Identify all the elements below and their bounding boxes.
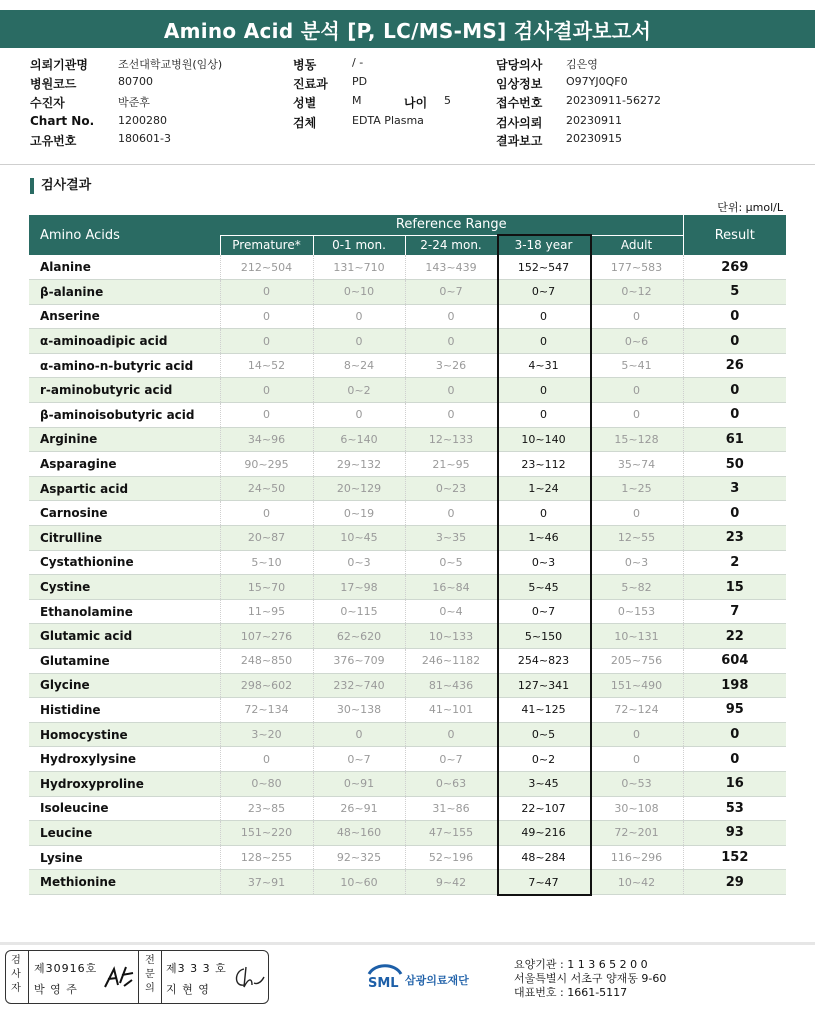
table-row xyxy=(29,452,786,477)
logo-text: 삼광의료재단 xyxy=(405,974,469,987)
ref-2-24-mon: 143~439 xyxy=(405,255,497,280)
ref-premature: 24~50 xyxy=(220,476,313,501)
result-value: 95 xyxy=(683,698,786,723)
table-row xyxy=(29,526,786,551)
ref-3-18-year: 0~3 xyxy=(497,550,590,575)
ref-premature: 37~91 xyxy=(220,870,313,895)
amino-acid-name: Aspartic acid xyxy=(29,476,220,501)
ref-2-24-mon: 41~101 xyxy=(405,698,497,723)
amino-acid-name: Citrulline xyxy=(29,526,220,551)
ref-premature: 3~20 xyxy=(220,722,313,747)
ref-2-24-mon: 0~7 xyxy=(405,747,497,772)
ref-0-1-mon: 0~91 xyxy=(313,771,405,796)
ref-2-24-mon: 0 xyxy=(405,329,497,354)
ref-adult: 10~131 xyxy=(590,624,683,649)
table-row xyxy=(29,550,786,575)
ref-2-24-mon: 0 xyxy=(405,378,497,403)
specialist-vertical-text: 전문의 xyxy=(145,955,155,994)
ref-premature: 0 xyxy=(220,378,313,403)
col-header-adult: Adult xyxy=(590,235,683,255)
ref-3-18-year: 3~45 xyxy=(497,771,590,796)
ref-3-18-year: 0~7 xyxy=(497,280,590,305)
col-header-premature: Premature* xyxy=(220,235,313,255)
amino-acid-name: Glutamine xyxy=(29,649,220,674)
report-date-label: 결과보고 xyxy=(496,134,543,148)
unit-label: 단위: μmol/L xyxy=(717,201,783,214)
table-row xyxy=(29,673,786,698)
result-value: 269 xyxy=(683,255,786,280)
request-label: 검사의뢰 xyxy=(496,116,543,130)
table-row xyxy=(29,304,786,329)
contact-line: 대표번호 : 1661-5117 xyxy=(514,986,628,999)
contact-info xyxy=(514,958,666,1000)
ref-premature: 72~134 xyxy=(220,698,313,723)
ref-2-24-mon: 0 xyxy=(405,501,497,526)
col-header-result: Result xyxy=(683,215,786,255)
amino-acid-name: Lysine xyxy=(29,845,220,870)
ref-0-1-mon: 232~740 xyxy=(313,673,405,698)
amino-acid-name: Glycine xyxy=(29,673,220,698)
ref-3-18-year: 0 xyxy=(497,329,590,354)
ref-2-24-mon: 31~86 xyxy=(405,796,497,821)
table-row xyxy=(29,280,786,305)
table-row xyxy=(29,378,786,403)
ref-adult: 0~153 xyxy=(590,599,683,624)
amino-acid-name: Methionine xyxy=(29,870,220,895)
signature-divider xyxy=(161,951,162,1003)
ref-2-24-mon: 47~155 xyxy=(405,821,497,846)
examiner-vertical-label xyxy=(9,954,23,996)
result-value: 0 xyxy=(683,747,786,772)
result-value: 50 xyxy=(683,452,786,477)
ref-2-24-mon: 246~1182 xyxy=(405,649,497,674)
amino-acid-name: Homocystine xyxy=(29,722,220,747)
ref-3-18-year: 0~7 xyxy=(497,599,590,624)
ref-premature: 0 xyxy=(220,280,313,305)
ref-2-24-mon: 0~5 xyxy=(405,550,497,575)
ref-2-24-mon: 3~35 xyxy=(405,526,497,551)
ref-adult: 5~41 xyxy=(590,353,683,378)
ref-2-24-mon: 0~63 xyxy=(405,771,497,796)
ref-2-24-mon: 0~23 xyxy=(405,476,497,501)
patient-label: 수진자 xyxy=(30,96,65,110)
ref-2-24-mon: 0 xyxy=(405,304,497,329)
result-value: 5 xyxy=(683,280,786,305)
ref-premature: 11~95 xyxy=(220,599,313,624)
result-value: 3 xyxy=(683,476,786,501)
result-value: 0 xyxy=(683,329,786,354)
sml-logo-icon xyxy=(365,960,405,996)
amino-acid-name: Hydroxylysine xyxy=(29,747,220,772)
ref-premature: 0 xyxy=(220,304,313,329)
table-row xyxy=(29,403,786,428)
receipt-value: 20230911-56272 xyxy=(566,94,661,107)
ref-premature: 34~96 xyxy=(220,427,313,452)
ref-premature: 298~602 xyxy=(220,673,313,698)
table-row xyxy=(29,427,786,452)
ref-premature: 0 xyxy=(220,501,313,526)
ref-adult: 0~12 xyxy=(590,280,683,305)
ref-adult: 0 xyxy=(590,747,683,772)
contact-line: 서울특별시 서초구 양재동 9-60 xyxy=(514,972,667,985)
svg-text:SML: SML xyxy=(368,976,399,991)
ref-premature: 20~87 xyxy=(220,526,313,551)
result-value: 0 xyxy=(683,722,786,747)
request-value: 20230911 xyxy=(566,114,622,127)
ref-0-1-mon: 6~140 xyxy=(313,427,405,452)
amino-acid-name: Alanine xyxy=(29,255,220,280)
ref-2-24-mon: 3~26 xyxy=(405,353,497,378)
ref-adult: 205~756 xyxy=(590,649,683,674)
institution-value: 조선대학교병원(임상) xyxy=(118,58,223,71)
result-value: 604 xyxy=(683,649,786,674)
ref-3-18-year: 1~46 xyxy=(497,526,590,551)
amino-acid-name: α-aminoadipic acid xyxy=(29,329,220,354)
col-header-0-1-mon: 0-1 mon. xyxy=(313,235,405,255)
specimen-label: 검체 xyxy=(293,116,317,130)
ref-adult: 72~201 xyxy=(590,821,683,846)
ref-adult: 72~124 xyxy=(590,698,683,723)
ref-premature: 15~70 xyxy=(220,575,313,600)
amino-acid-name: Leucine xyxy=(29,821,220,846)
ref-premature: 128~255 xyxy=(220,845,313,870)
ref-adult: 151~490 xyxy=(590,673,683,698)
result-value: 22 xyxy=(683,624,786,649)
ref-3-18-year: 7~47 xyxy=(497,870,590,895)
ref-adult: 1~25 xyxy=(590,476,683,501)
table-row xyxy=(29,599,786,624)
examiner-name: 박 영 주 xyxy=(34,983,78,996)
amino-acid-name: Cystathionine xyxy=(29,550,220,575)
ref-0-1-mon: 20~129 xyxy=(313,476,405,501)
ward-label: 병동 xyxy=(293,58,317,72)
table-row xyxy=(29,747,786,772)
receipt-label: 접수번호 xyxy=(496,96,543,110)
sex-value: M xyxy=(352,94,362,107)
result-value: 29 xyxy=(683,870,786,895)
ref-0-1-mon: 0~115 xyxy=(313,599,405,624)
specialist-id: 제3 3 3 호 xyxy=(166,962,227,975)
table-row xyxy=(29,771,786,796)
result-value: 93 xyxy=(683,821,786,846)
dept-value: PD xyxy=(352,75,368,88)
ref-2-24-mon: 0~4 xyxy=(405,599,497,624)
ref-adult: 30~108 xyxy=(590,796,683,821)
ref-2-24-mon: 16~84 xyxy=(405,575,497,600)
ref-adult: 0 xyxy=(590,378,683,403)
ref-0-1-mon: 0 xyxy=(313,329,405,354)
table-row xyxy=(29,870,786,895)
amino-acid-name: Isoleucine xyxy=(29,796,220,821)
report-title: Amino Acid 분석 [P, LC/MS-MS] 검사결과보고서 xyxy=(0,10,815,48)
ref-premature: 23~85 xyxy=(220,796,313,821)
ref-0-1-mon: 10~45 xyxy=(313,526,405,551)
result-value: 2 xyxy=(683,550,786,575)
ref-3-18-year: 0 xyxy=(497,378,590,403)
ref-2-24-mon: 10~133 xyxy=(405,624,497,649)
amino-acid-table xyxy=(29,215,786,895)
ref-3-18-year: 0 xyxy=(497,501,590,526)
sex-label: 성별 xyxy=(293,96,317,110)
ref-2-24-mon: 9~42 xyxy=(405,870,497,895)
ref-adult: 15~128 xyxy=(590,427,683,452)
ref-3-18-year: 0~2 xyxy=(497,747,590,772)
signature-divider xyxy=(28,951,29,1003)
doctor-value: 김은영 xyxy=(566,58,598,71)
patient-info xyxy=(0,56,815,156)
table-row xyxy=(29,821,786,846)
amino-acid-name: Carnosine xyxy=(29,501,220,526)
amino-acid-name: Anserine xyxy=(29,304,220,329)
ref-0-1-mon: 0~7 xyxy=(313,747,405,772)
table-row xyxy=(29,845,786,870)
ref-0-1-mon: 30~138 xyxy=(313,698,405,723)
result-value: 16 xyxy=(683,771,786,796)
result-value: 7 xyxy=(683,599,786,624)
table-row xyxy=(29,575,786,600)
ref-adult: 5~82 xyxy=(590,575,683,600)
ref-premature: 212~504 xyxy=(220,255,313,280)
ref-3-18-year: 4~31 xyxy=(497,353,590,378)
table-row xyxy=(29,796,786,821)
ref-0-1-mon: 0 xyxy=(313,403,405,428)
result-value: 53 xyxy=(683,796,786,821)
ref-2-24-mon: 52~196 xyxy=(405,845,497,870)
ref-3-18-year: 127~341 xyxy=(497,673,590,698)
result-value: 0 xyxy=(683,304,786,329)
ref-0-1-mon: 0~2 xyxy=(313,378,405,403)
ref-premature: 151~220 xyxy=(220,821,313,846)
age-label: 나이 xyxy=(404,96,428,110)
table-row xyxy=(29,476,786,501)
amino-acid-name: Cystine xyxy=(29,575,220,600)
ref-2-24-mon: 81~436 xyxy=(405,673,497,698)
amino-acid-name: Asparagine xyxy=(29,452,220,477)
ref-3-18-year: 1~24 xyxy=(497,476,590,501)
result-value: 198 xyxy=(683,673,786,698)
table-row xyxy=(29,255,786,280)
result-value: 0 xyxy=(683,403,786,428)
ref-3-18-year: 254~823 xyxy=(497,649,590,674)
examiner-id: 제30916호 xyxy=(34,962,98,975)
ref-adult: 177~583 xyxy=(590,255,683,280)
ref-0-1-mon: 376~709 xyxy=(313,649,405,674)
ref-premature: 0 xyxy=(220,747,313,772)
ref-adult: 0~3 xyxy=(590,550,683,575)
specimen-value: EDTA Plasma xyxy=(352,114,424,127)
examiner-vertical-text: 검사자 xyxy=(11,955,21,994)
ref-premature: 14~52 xyxy=(220,353,313,378)
amino-acid-name: β-alanine xyxy=(29,280,220,305)
ref-3-18-year: 10~140 xyxy=(497,427,590,452)
age-value: 5 xyxy=(444,94,451,107)
hospital-code-value: 80700 xyxy=(118,75,153,88)
signature-divider xyxy=(138,951,139,1003)
ref-adult: 0 xyxy=(590,403,683,428)
ref-3-18-year: 23~112 xyxy=(497,452,590,477)
ref-premature: 0 xyxy=(220,403,313,428)
ref-0-1-mon: 0~10 xyxy=(313,280,405,305)
unique-no-label: 고유번호 xyxy=(30,134,77,148)
unique-no-value: 180601-3 xyxy=(118,132,171,145)
ref-3-18-year: 0 xyxy=(497,403,590,428)
specialist-signature-icon xyxy=(230,963,266,993)
ref-0-1-mon: 8~24 xyxy=(313,353,405,378)
ref-adult: 12~55 xyxy=(590,526,683,551)
footer-divider xyxy=(0,942,815,945)
section-title: 검사결과 xyxy=(30,178,91,194)
examiner-signature-icon xyxy=(102,963,136,993)
ref-0-1-mon: 29~132 xyxy=(313,452,405,477)
ref-premature: 0~80 xyxy=(220,771,313,796)
ref-3-18-year: 22~107 xyxy=(497,796,590,821)
ref-premature: 248~850 xyxy=(220,649,313,674)
result-value: 152 xyxy=(683,845,786,870)
table-row xyxy=(29,624,786,649)
ref-0-1-mon: 10~60 xyxy=(313,870,405,895)
ref-0-1-mon: 0 xyxy=(313,722,405,747)
ref-0-1-mon: 17~98 xyxy=(313,575,405,600)
ref-3-18-year: 152~547 xyxy=(497,255,590,280)
table-row xyxy=(29,698,786,723)
sml-logo xyxy=(365,960,505,1000)
ref-0-1-mon: 92~325 xyxy=(313,845,405,870)
ref-adult: 116~296 xyxy=(590,845,683,870)
col-header-2-24-mon: 2-24 mon. xyxy=(405,235,497,255)
ref-2-24-mon: 0 xyxy=(405,403,497,428)
amino-acid-name: Glutamic acid xyxy=(29,624,220,649)
result-value: 0 xyxy=(683,501,786,526)
ref-2-24-mon: 0~7 xyxy=(405,280,497,305)
col-header-3-18-year: 3-18 year xyxy=(497,235,590,255)
dept-label: 진료과 xyxy=(293,77,328,91)
result-value: 23 xyxy=(683,526,786,551)
ref-premature: 107~276 xyxy=(220,624,313,649)
ref-0-1-mon: 62~620 xyxy=(313,624,405,649)
ref-adult: 0 xyxy=(590,501,683,526)
ref-0-1-mon: 0~3 xyxy=(313,550,405,575)
ref-adult: 35~74 xyxy=(590,452,683,477)
doctor-label: 담당의사 xyxy=(496,58,543,72)
ref-adult: 10~42 xyxy=(590,870,683,895)
amino-acid-name: β-aminoisobutyric acid xyxy=(29,403,220,428)
table-row xyxy=(29,722,786,747)
ref-0-1-mon: 0~19 xyxy=(313,501,405,526)
col-header-reference-range: Reference Range xyxy=(220,215,683,235)
contact-line: 요양기관 : 1 1 3 6 5 2 0 0 xyxy=(514,958,648,971)
ref-adult: 0~53 xyxy=(590,771,683,796)
ref-3-18-year: 0~5 xyxy=(497,722,590,747)
institution-label: 의뢰기관명 xyxy=(30,58,88,72)
ref-3-18-year: 48~284 xyxy=(497,845,590,870)
amino-acid-name: α-amino-n-butyric acid xyxy=(29,353,220,378)
ref-premature: 90~295 xyxy=(220,452,313,477)
table-row xyxy=(29,501,786,526)
ref-adult: 0 xyxy=(590,304,683,329)
amino-acid-name: Hydroxyproline xyxy=(29,771,220,796)
ref-adult: 0 xyxy=(590,722,683,747)
ref-adult: 0~6 xyxy=(590,329,683,354)
amino-acid-name: Ethanolamine xyxy=(29,599,220,624)
ref-premature: 5~10 xyxy=(220,550,313,575)
ref-0-1-mon: 0 xyxy=(313,304,405,329)
result-value: 15 xyxy=(683,575,786,600)
hospital-code-label: 병원코드 xyxy=(30,77,77,91)
ref-premature: 0 xyxy=(220,329,313,354)
ref-0-1-mon: 48~160 xyxy=(313,821,405,846)
table-row xyxy=(29,649,786,674)
table-row xyxy=(29,353,786,378)
clinical-info-label: 임상정보 xyxy=(496,77,543,91)
specialist-name: 지 현 영 xyxy=(166,983,210,996)
signature-box xyxy=(5,950,269,1004)
report-date-value: 20230915 xyxy=(566,132,622,145)
ref-3-18-year: 41~125 xyxy=(497,698,590,723)
amino-acid-name: r-aminobutyric acid xyxy=(29,378,220,403)
chart-no-value: 1200280 xyxy=(118,114,167,127)
ref-3-18-year: 5~45 xyxy=(497,575,590,600)
ref-0-1-mon: 26~91 xyxy=(313,796,405,821)
ref-3-18-year: 5~150 xyxy=(497,624,590,649)
patient-value: 박준후 xyxy=(118,96,150,109)
ward-value: / - xyxy=(352,56,364,69)
clinical-info-value: O97YJ0QF0 xyxy=(566,75,628,88)
ref-2-24-mon: 12~133 xyxy=(405,427,497,452)
ref-2-24-mon: 21~95 xyxy=(405,452,497,477)
specialist-vertical-label xyxy=(143,954,157,996)
info-divider xyxy=(0,164,815,165)
ref-2-24-mon: 0 xyxy=(405,722,497,747)
amino-acid-name: Histidine xyxy=(29,698,220,723)
amino-acid-name: Arginine xyxy=(29,427,220,452)
result-value: 26 xyxy=(683,353,786,378)
table-row xyxy=(29,329,786,354)
ref-3-18-year: 49~216 xyxy=(497,821,590,846)
col-header-amino-acids: Amino Acids xyxy=(29,215,220,255)
chart-no-label: Chart No. xyxy=(30,114,95,128)
ref-3-18-year: 0 xyxy=(497,304,590,329)
result-value: 61 xyxy=(683,427,786,452)
result-value: 0 xyxy=(683,378,786,403)
ref-0-1-mon: 131~710 xyxy=(313,255,405,280)
